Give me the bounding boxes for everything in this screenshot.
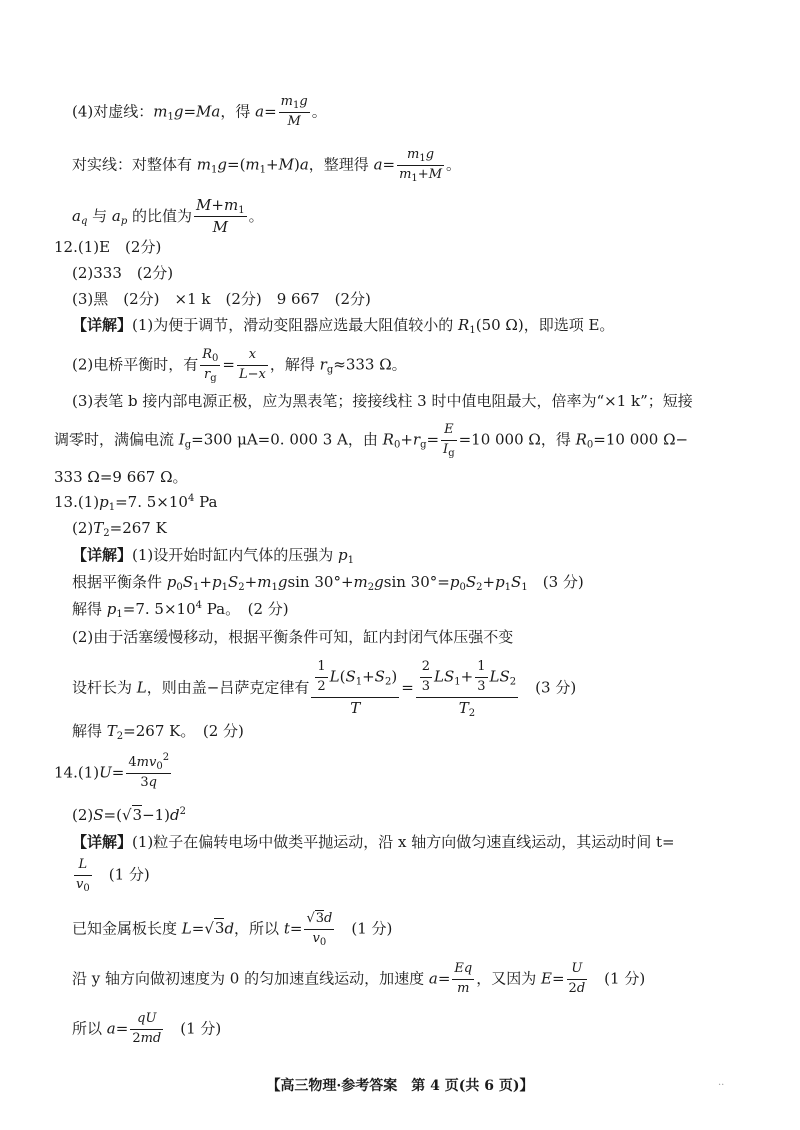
q11-line-dashed: (4)对虚线：$m_1g=Ma$，得 a= $\frac{m_1g}{M}$ 。 [72, 94, 327, 129]
q14-detail-1: 【详解】(1)粒子在偏转电场中做类平抛运动，沿 x 轴方向做匀速直线运动，其运动时间 t= [72, 833, 675, 851]
q13-detail-5: 设杆长为 L，则由盖−吕萨克定律有 $\frac{1}{2}$ $L(S_1+S_2)$ T = $\frac{2}{3}$ $LS_1+$ $\frac{1}{3}$ $LS_2$ $T_2$ (3 分) [72, 659, 577, 719]
fraction: $\frac{M+m_1}{M}$ [196, 196, 245, 237]
fraction: $\frac{m_1g}{M}$ [280, 94, 308, 129]
fraction: $\frac{√3d}{v_0}$ [306, 911, 333, 948]
fraction: $\frac{1}{2}$ $L(S_1+S_2)$ T [311, 660, 399, 717]
corner-mark: .. [718, 1077, 725, 1088]
q14-answer-2: $(2)S=(√3-1)d^2$ [72, 806, 187, 824]
q13-answer-1: $13.(1)p_1=7$. $5\times 10^4$ Pa [54, 493, 218, 513]
fraction: $\frac{qU}{2md}$ [132, 1011, 162, 1046]
q13-answer-2: $(2)T_2=267$ K [72, 519, 167, 539]
q12-answer-3: (3)黑 (2分) ×1 k (2分) 9 667 (2分) [72, 290, 371, 308]
q11-line-ratio: $a_q$ 与 $a_p$ 的比值为 $\frac{M+m_1}{M}$ 。 [72, 196, 264, 237]
q13-detail-2: 根据平衡条件 $p_0S_1+p_1S_2+m_1gsin$ $30^\circ+m_2gsin$ $30^\circ=p_0S_2+p_1S_1$ (3 分) [72, 573, 584, 593]
fraction: $\frac{4mv_0^2}{3q}$ [128, 752, 170, 790]
q12-detail-3b: 调零时，满偏电流 $I_g=300$ μA=0. 000 3 A，由 $R_0+r_g=$ $\frac{E}{I_g}$ =10 000 Ω，得 $R_0=10$ 000 Ω− [54, 422, 689, 459]
fraction: $\frac{2}{3}$ $LS_1+$ $\frac{1}{3}$ $LS_2$ $T_2$ [416, 660, 518, 717]
q12-detail-3a: (3)表笔 b 接内部电源正极，应为黑表笔；接接线柱 3 时中值电阻最大，倍率为“×1 k”；短接 [72, 392, 693, 410]
fraction: $\frac{E}{I_g}$ [443, 422, 455, 459]
q12-answer-2: (2)333 (2分) [72, 264, 174, 282]
fraction: $\frac{Eq}{m}$ [454, 961, 473, 996]
fraction: $\frac{L}{v_0}$ [76, 857, 90, 894]
q14-detail-4: 所以 a= $\frac{qU}{2md}$ (1 分) [72, 1011, 222, 1046]
q14-detail-1b: $\frac{L}{v_0}$ (1 分) [76, 857, 150, 894]
fraction: $\frac{R_0}{r_g}$ [202, 347, 219, 384]
q13-detail-6: 解得 $T_2=267$ K。 (2 分) [72, 722, 244, 742]
q13-detail-3: 解得 $p_1=7$. $5\times 10^4$ Pa。 (2 分) [72, 600, 289, 620]
q13-detail-1: 【详解】(1)设开始时缸内气体的压强为 $p_1$ [72, 546, 355, 566]
q14-detail-3: 沿 y 轴方向做初速度为 0 的匀加速直线运动，加速度 a= $\frac{Eq}{m}$ ，又因为 E= $\frac{U}{2d}$ (1 分) [72, 961, 646, 996]
q13-detail-4: (2)由于活塞缓慢移动，根据平衡条件可知，缸内封闭气体压强不变 [72, 628, 514, 646]
fraction: $\frac{U}{2d}$ [568, 961, 586, 996]
q12-answer-1: 12.(1)E (2分) [54, 238, 162, 256]
q11-line-solid: 对实线：对整体有 $m_1g=(m_1+M)a$，整理得 a= $\frac{m_1g}{m_1+M}$ 。 [72, 147, 462, 184]
q12-detail-1: 【详解】(1)为便于调节，滑动变阻器应选最大阻值较小的 $R_1(50$ Ω)，即选项 E。 [72, 316, 615, 336]
page-footer: 【高三物理·参考答案 第 4 页(共 6 页)】 [266, 1078, 534, 1094]
fraction: $\frac{m_1g}{m_1+M}$ [399, 147, 443, 184]
q12-detail-2: (2)电桥平衡时，有 $\frac{R_0}{r_g}$ = $\frac{x}{L-x}$ ，解得 $r_g\approx 333$ Ω。 [72, 347, 407, 384]
q12-detail-3c: 333 Ω=9 667 Ω。 [54, 468, 188, 486]
q14-detail-2: 已知金属板长度 L=√3d，所以 t= $\frac{√3d}{v_0}$ (1 分) [72, 911, 393, 948]
q14-answer-1: 14.(1)U= $\frac{4mv_0^2}{3q}$ [54, 752, 170, 790]
fraction: $\frac{x}{L-x}$ [239, 347, 266, 382]
